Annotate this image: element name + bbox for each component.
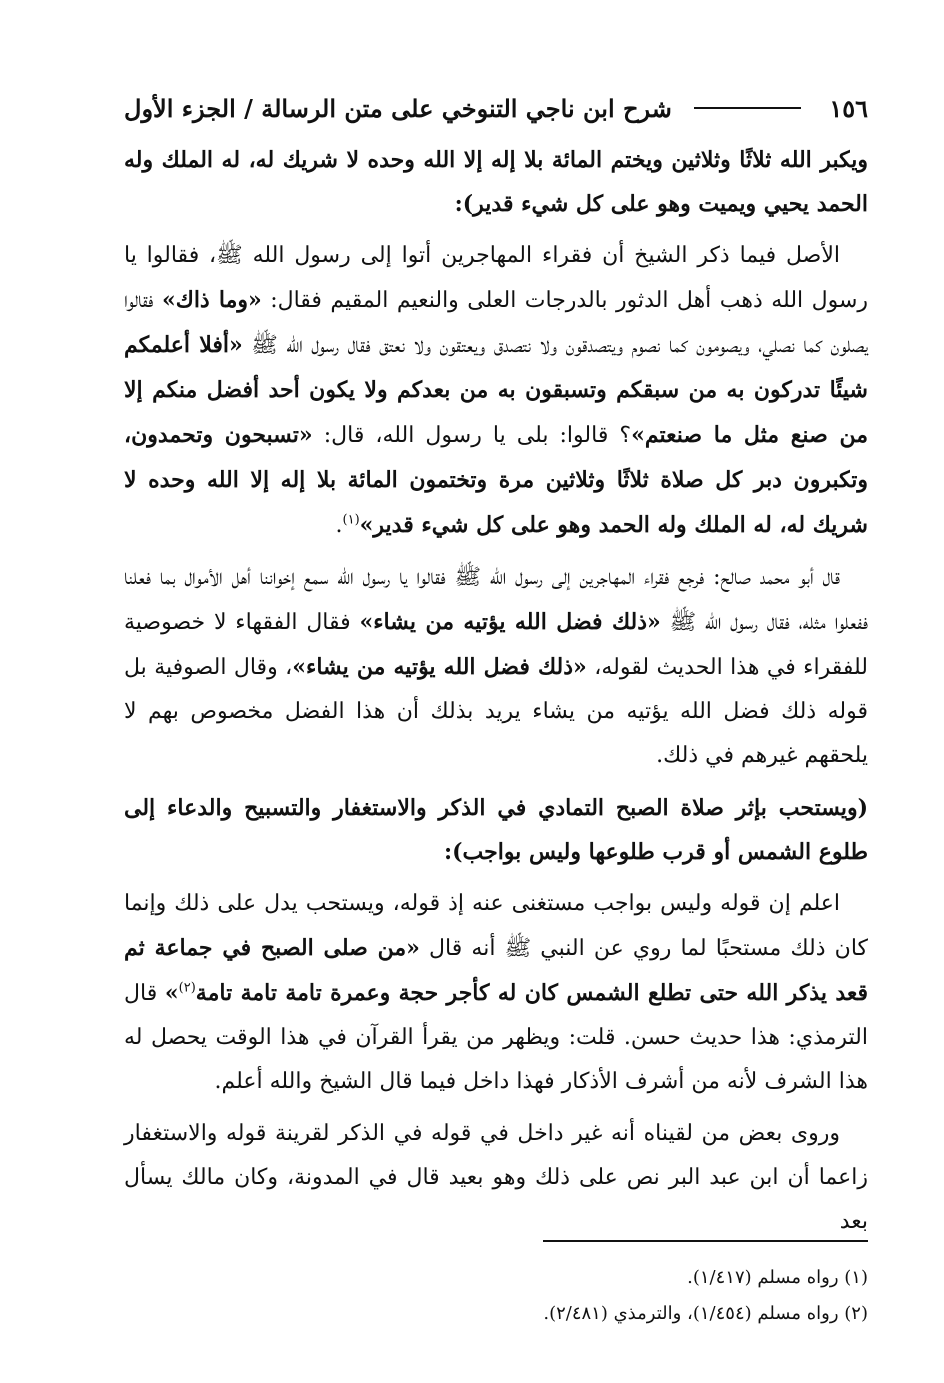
footnote-marker[interactable]: (١) bbox=[342, 512, 360, 528]
text-span: الأصل فيما ذكر الشيخ أن فقراء المهاجرين أتوا إلى رسول الله ﷺ، فقالوا يا رسول الله ذهب أهل الدثور بالدرجات العلى والنعيم المقيم فقال: bbox=[124, 243, 869, 313]
text-span: . bbox=[335, 513, 343, 538]
matn-paragraph-1: ويكبر الله ثلاثًا وثلاثين ويختم المائة بلا إله إلا الله وحده لا شريك له، له الملك وله الحمد يحيي ويميت وهو على كل شيء قدير): bbox=[124, 147, 868, 217]
text-span: اعلم إن قوله وليس بواجب مستغنى عنه إذ قوله، ويستحب يدل على ذلك وإنما كان ذلك مستحبًا لما روي عن النبي ﷺ أنه قال bbox=[124, 891, 868, 961]
page-header bbox=[124, 88, 868, 128]
hadith-quote: «ذلك فضل الله يؤتيه من يشاء» bbox=[359, 609, 661, 635]
text-span: فقالوا يصلون كما نصلي، ويصومون كما نصوم ويتصدقون ولا نتصدق ويعتقون ولا نعتق فقال رسول الله ﷺ bbox=[124, 288, 868, 358]
text-span: ؟ قالوا: بلى يا رسول الله، قال: bbox=[312, 423, 632, 448]
commentary-paragraph-3 bbox=[124, 882, 868, 1104]
matn-paragraph-2: (ويستحب بإثر صلاة الصبح التمادي في الذكر والاستغفار والتسبيح والدعاء إلى طلوع الشمس أو قرب طلوعها وليس بواجب): bbox=[124, 795, 868, 865]
footnote-separator bbox=[543, 1240, 868, 1242]
page-number: ١٥٦ bbox=[829, 93, 868, 123]
text-span: قال أبو محمد صالح: فرجع فقراء المهاجرين إلى رسول الله ﷺ فقالوا يا رسول الله سمع إخواننا أهل الأموال بما فعلنا ففعلوا مثله، فقال رسول الله ﷺ bbox=[124, 565, 868, 635]
commentary-paragraph-2 bbox=[124, 556, 868, 778]
footnote-2: (٢) رواه مسلم (١/٤٥٤)، والترمذي (٢/٤٨١). bbox=[543, 1303, 868, 1324]
running-title: شرح ابن ناجي التنوخي على متن الرسالة / الجزء الأول bbox=[124, 93, 672, 123]
hadith-quote: «تسبحون وتحمدون، وتكبرون دبر كل صلاة ثلاثًا وثلاثين مرة وتختمون المائة بلا إله إلا الله وحده لا شريك له، له الملك وله الحمد وهو على كل شيء قدير» bbox=[124, 422, 868, 538]
footnote-marker[interactable]: (٢) bbox=[178, 980, 196, 996]
hadith-quote: «وما ذاك» bbox=[161, 287, 262, 313]
text-span: قال الترمذي: هذا حديث حسن. قلت: ويظهر من يقرأ القرآن في هذا الوقت يحصل له هذا الشرف لأنه من أشرف الأذكار فهذا داخل فيما قال الشيخ والله أعلم. bbox=[124, 981, 868, 1094]
header-rule bbox=[694, 107, 802, 109]
hadith-quote-close: » bbox=[164, 980, 179, 1006]
text-span: فقال الفقهاء لا خصوصية للفقراء في هذا الحديث لقوله، bbox=[124, 610, 869, 680]
hadith-quote: «أفلا أعلمكم شيئًا تدركون به من سبقكم وتسبقون به من بعدكم ولا يكون أحد أفضل منكم إلا من صنع مثل ما صنعتم» bbox=[124, 332, 868, 448]
hadith-quote: «ذلك فضل الله يؤتيه من يشاء» bbox=[292, 654, 587, 680]
hadith-quote: «من صلى الصبح في جماعة ثم قعد يذكر الله حتى تطلع الشمس كان له كأجر حجة وعمرة تامة تامة تامة bbox=[124, 935, 868, 1006]
footnote-1: (١) رواه مسلم (١/٤١٧). bbox=[687, 1267, 868, 1288]
text-span: ، وقال الصوفية بل قوله ذلك فضل الله يؤتيه من يشاء يريد بذلك أن هذا الفضل مخصوص بهم لا يلحقهم غيرهم في ذلك. bbox=[124, 655, 868, 768]
page-body bbox=[124, 138, 868, 1252]
commentary-paragraph-4: وروى بعض من لقيناه أنه غير داخل في قوله في الذكر لقرينة قوله والاستغفار زاعما أن ابن عبد البر نص على ذلك وهو بعيد قال في المدونة، وكان مالك يسأل بعد bbox=[124, 1121, 868, 1234]
footnotes bbox=[124, 1260, 868, 1332]
commentary-paragraph-1 bbox=[124, 234, 868, 548]
